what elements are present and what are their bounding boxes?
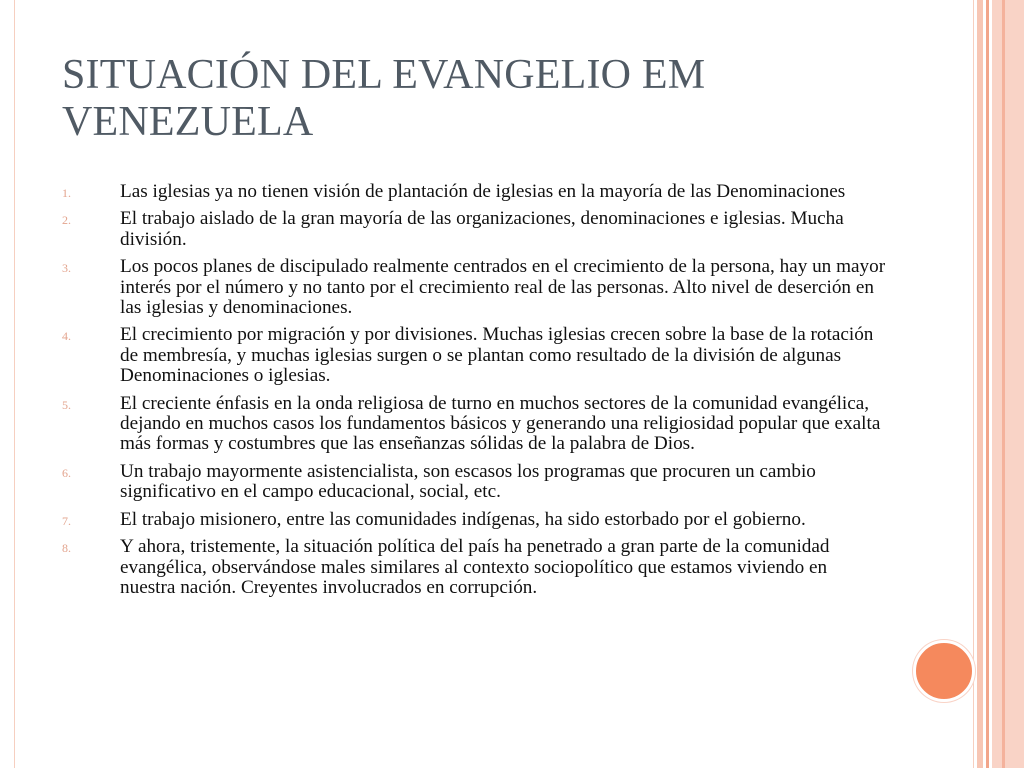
list-item-text: Las iglesias ya no tienen visión de plantación de iglesias en la mayoría de las Denominaciones [120,181,846,202]
list-item-text: Los pocos planes de discipulado realmente centrados en el crecimiento de la persona, hay un mayor interés por el número y no tanto por el crecimiento real de las personas. Alto nivel de deserción en las iglesias y denominaciones. [120,256,886,319]
list-item [56,182,886,202]
list-item [56,209,886,250]
list-item [56,537,886,598]
list-item-text: Y ahora, tristemente, la situación política del país ha penetrado a gran parte de la comunidad evangélica, observándose males similares al contexto sociopolítico que estamos viviendo en nuestra nación. Creyentes involucrados en corrupción. [120,536,830,598]
decorative-circle [913,640,975,702]
list-item-text: El crecimiento por migración y por divisiones. Muchas iglesias crecen sobre la base de la rotación de membresía, y muchas iglesias surgen o se plantan como resultado de la división de algunas Denominaciones o iglesias. [120,324,874,387]
list-item-text: El trabajo aislado de la gran mayoría de las organizaciones, denominaciones e iglesias. Mucha división. [120,208,844,250]
numbered-list [56,182,886,605]
list-item [56,510,886,530]
list-item-number: 6. [62,465,71,480]
decorative-stripe [992,0,1024,768]
list-item-text: El trabajo misionero, entre las comunidades indígenas, ha sido estorbado por el gobierno. [120,508,806,530]
list-item [56,462,886,503]
decorative-stripe [1002,0,1005,768]
list-item-number: 7. [62,513,71,528]
list-item-number: 3. [62,261,71,276]
list-item-number: 5. [62,397,71,412]
list-item [56,257,886,318]
list-item [56,325,886,386]
list-item [56,394,886,455]
list-item-text: El creciente énfasis en la onda religiosa de turno en muchos sectores de la comunidad evangélica, dejando en muchos casos los fundamentos básicos y generando una religiosidad popular que exalta más formas y costumbres que las enseñanzas sólidas de la palabra de Dios. [120,392,881,455]
list-item-text: Un trabajo mayormente asistencialista, son escasos los programas que procuren un cambio significativo en el campo educacional, social, etc. [120,460,816,503]
decorative-stripe [977,0,983,768]
decorative-stripe [986,0,989,768]
list-item-number: 2. [62,213,71,228]
slide-title: SITUACIÓN DEL EVANGELIO EM VENEZUELA [62,52,706,145]
list-item-number: 1. [62,186,71,200]
list-item-number: 8. [62,541,71,556]
list-item-number: 4. [62,329,71,344]
